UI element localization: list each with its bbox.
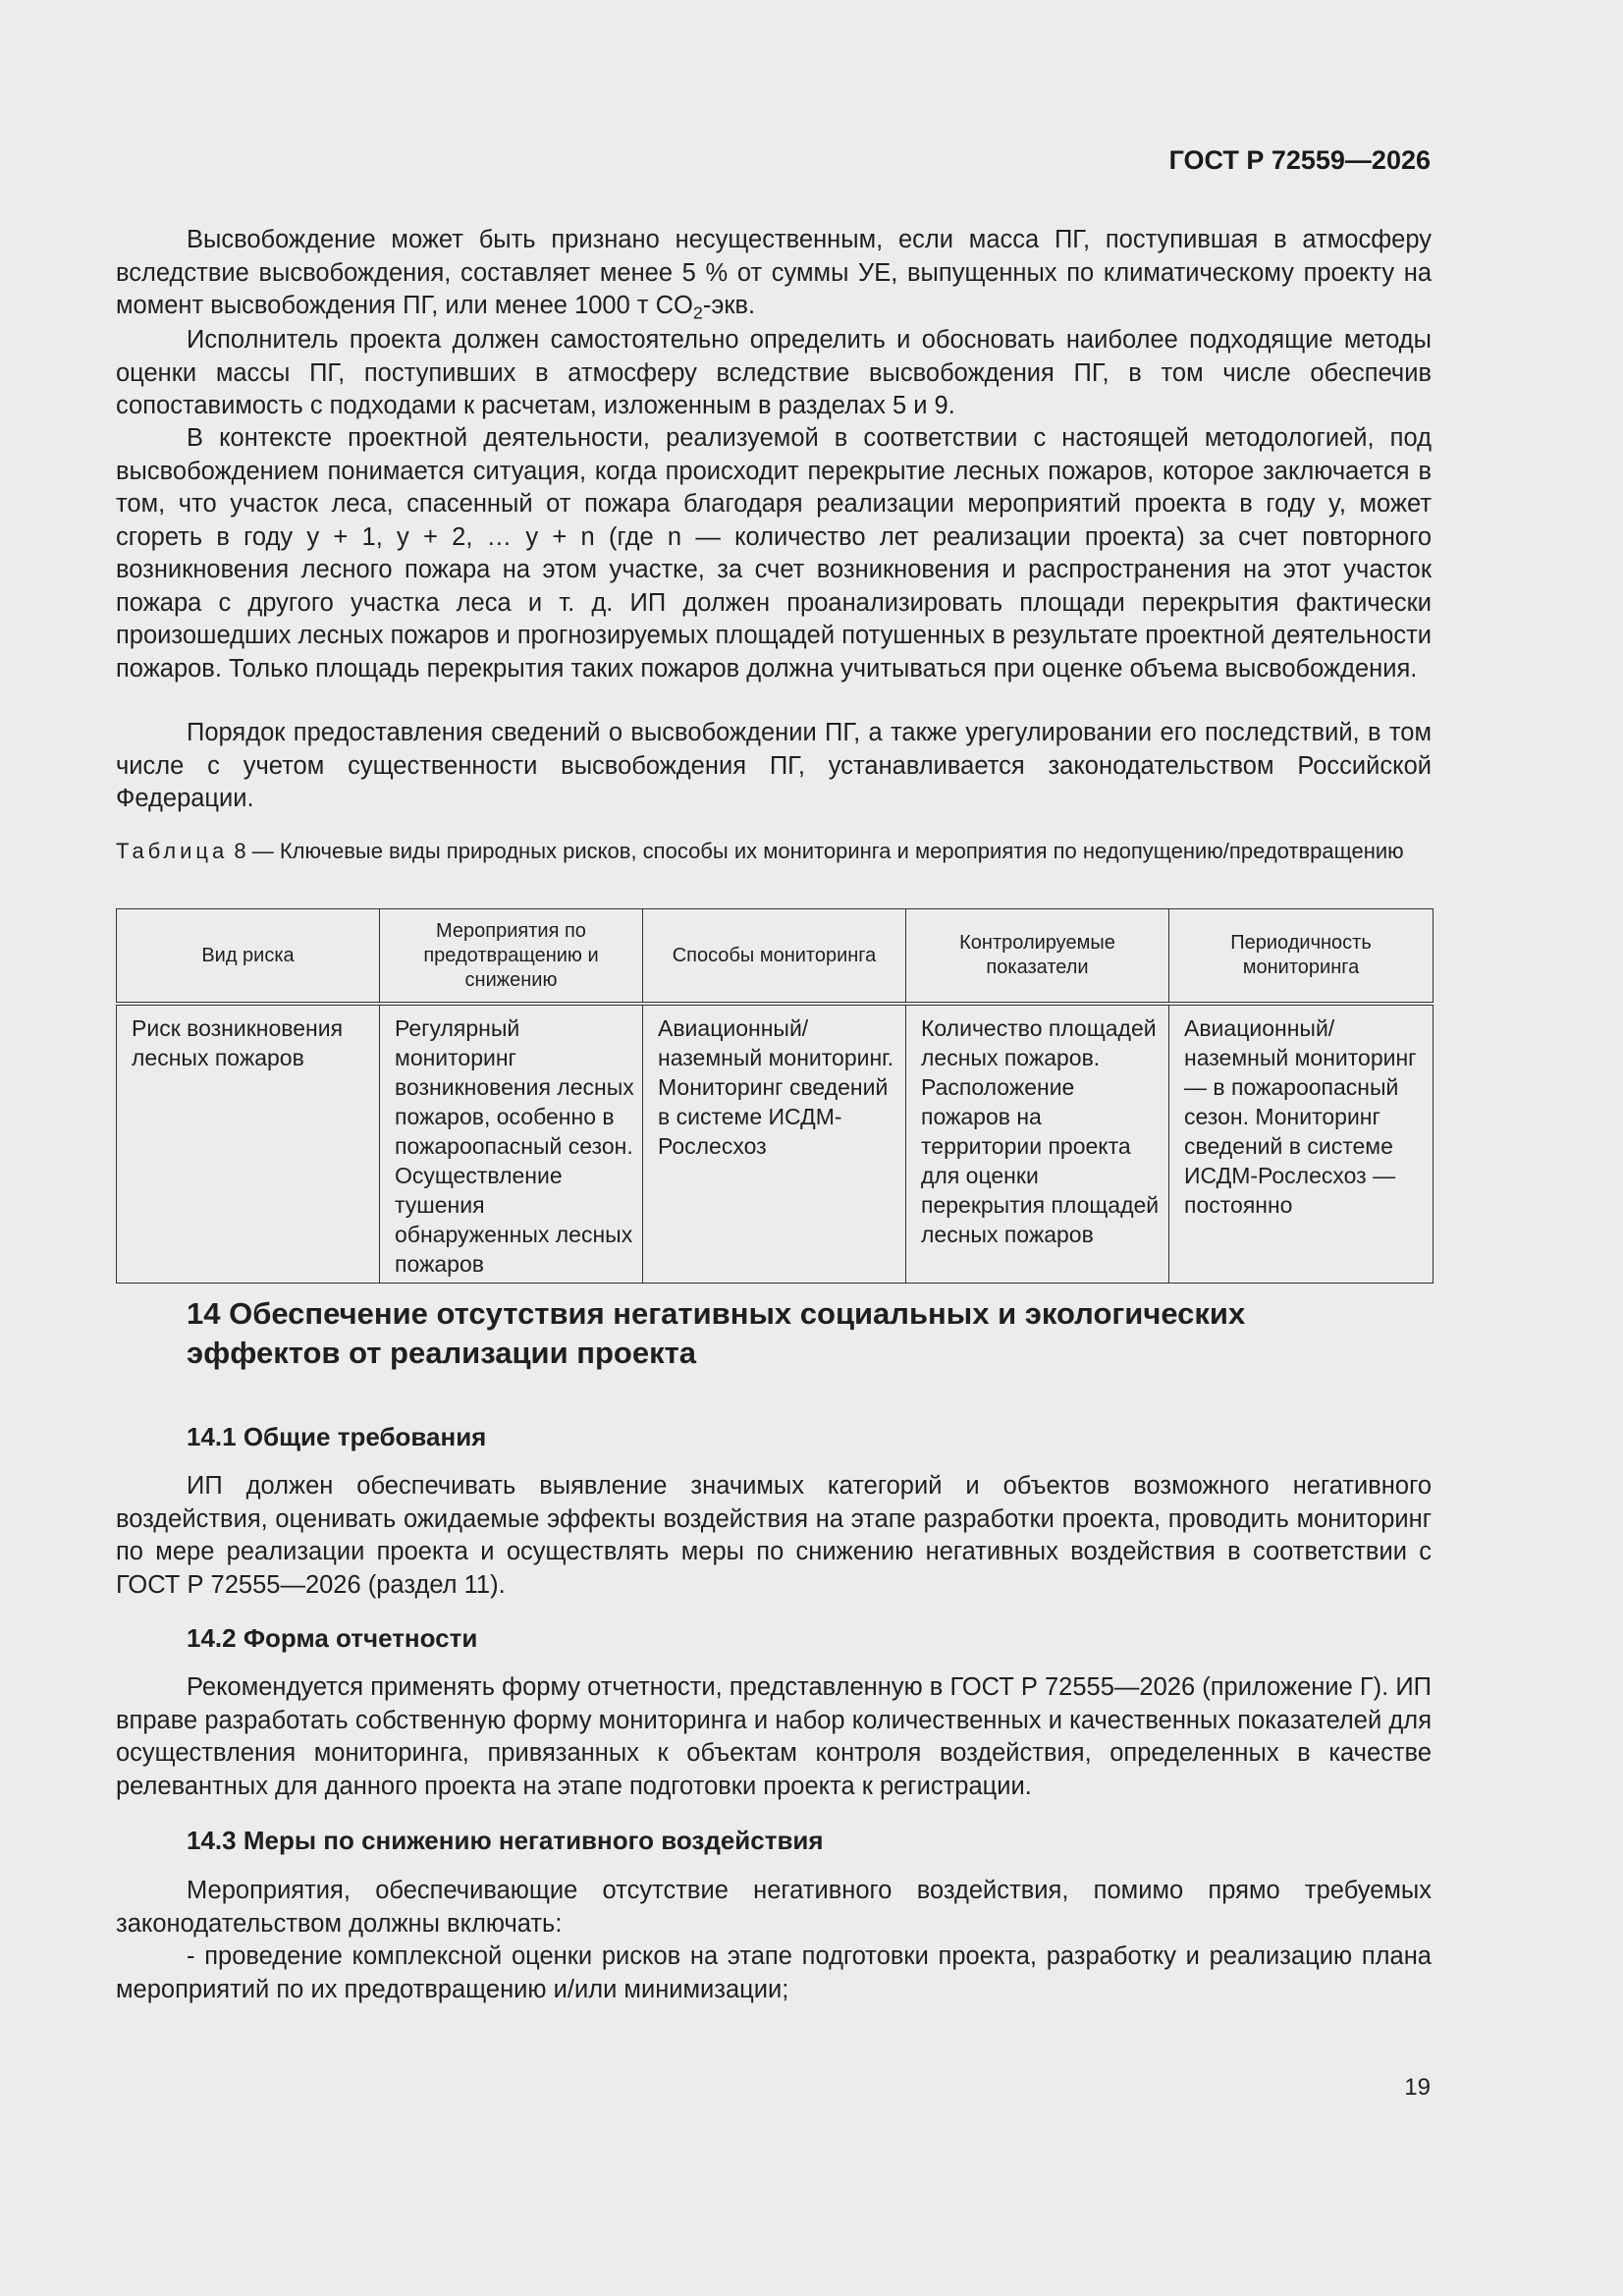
paragraph-reporting-order: Порядок предоставления сведений о высвобождении ПГ, а также урегулировании его последствий, в том числе с учетом существенности высвобождения ПГ, устанавливается законодательством Российской Федерации. bbox=[116, 719, 1432, 812]
table-cell: Авиационный/наземный мониторинг — в пожароопасный сезон. Мониторинг сведений в системе ИСДМ-Рослесхоз — постоянно bbox=[1169, 1004, 1434, 1284]
table-cell: Количество площадей лесных пожаров. Расположение пожаров на территории проекта для оценки перекрытия площадей лесных пожаров bbox=[906, 1004, 1169, 1284]
paragraph-methods: Исполнитель проекта должен самостоятельно определить и обосновать наиболее подходящие методы оценки массы ПГ, поступивших в атмосферу вследствие высвобождения ПГ, в том числе обеспечив сопоставимость с подходами к расчетам, изложенным в разделах 5 и 9. bbox=[116, 326, 1432, 419]
table-cell: Регулярный мониторинг возникновения лесных пожаров, особенно в пожароопасный сезон. Осуществление тушения обнаруженных лесных пожаров bbox=[380, 1004, 643, 1284]
paragraph-release-insignificant bbox=[116, 224, 1432, 323]
list-item: - проведение комплексной оценки рисков на этапе подготовки проекта, разработку и реализацию плана мероприятий по их предотвращению и/или минимизации; bbox=[116, 1942, 1432, 2003]
table-header-cell: Способы мониторинга bbox=[643, 909, 906, 1005]
paragraph-release-definition: В контексте проектной деятельности, реализуемой в соответствии с настоящей методологией, под высвобождением понимается ситуация, когда происходит перекрытие лесных пожаров, которое заключается в том, что участок леса, спасенный от пожара благодаря реализации мероприятий проекта в году y, может сгореть в году y + 1, y + 2, … y + n (где n — количество лет реализации проекта) за счет повторного возникновения лесного пожара на этом участке, за счет возникновения и распространения на этот участок пожара с другого участка леса и т. д. ИП должен проанализировать площади перекрытия фактически произошедших лесных пожаров и прогнозируемых площадей потушенных в результате проектной деятельности пожаров. Только площадь перекрытия таких пожаров должна учитываться при оценке объема высвобождения. bbox=[116, 424, 1432, 683]
page-number: 19 bbox=[1404, 2074, 1431, 2101]
table-header-cell: Мероприятия по предотвращению и снижению bbox=[380, 909, 643, 1005]
subsection-heading: 14.2 Форма отчетности bbox=[187, 1623, 478, 1653]
subsection-heading: 14.1 Общие требования bbox=[187, 1422, 487, 1451]
table-caption bbox=[116, 837, 1432, 865]
table-row bbox=[117, 1004, 1434, 1284]
table-header-row bbox=[117, 909, 1434, 1005]
table-caption-label: Таблица bbox=[116, 839, 229, 863]
paragraph-mitigation-measures: Мероприятия, обеспечивающие отсутствие негативного воздействия, помимо прямо требуемых законодательством должны включать: - проведение комплексной оценки рисков на этапе подготовки проекта, разработку и реализацию плана мероприятий по их предотвращению и/или минимизации; bbox=[116, 1875, 1432, 2006]
table-header-cell: Периодичность мониторинга bbox=[1169, 909, 1434, 1005]
subscript: 2 bbox=[692, 302, 703, 323]
table-cell: Риск возникновения лесных пожаров bbox=[117, 1004, 380, 1284]
subsection-heading: 14.3 Меры по снижению негативного воздействия bbox=[187, 1826, 824, 1855]
paragraph-general-requirements: ИП должен обеспечивать выявление значимых категорий и объектов возможного негативного воздействия, оценивать ожидаемые эффекты воздействия на этапе разработки проекта, проводить мониторинг по мере реализации проекта и осуществлять меры по снижению негативных воздействия в соответствии с ГОСТ Р 72555—2026 (раздел 11). bbox=[116, 1472, 1432, 1599]
paragraph-text: Высвобождение может быть признано несущественным, если масса ПГ, поступившая в атмосферу вследствие высвобождения, составляет менее 5 % от суммы УЕ, выпущенных по климатическому проекту на момент высвобождения ПГ, или менее 1000 т CO bbox=[116, 226, 1432, 319]
section-heading: 14 Обеспечение отсутствия негативных социальных и экологических эффектов от реализации проекта bbox=[187, 1296, 1246, 1370]
paragraph-reporting-form: Рекомендуется применять форму отчетности, представленную в ГОСТ Р 72555—2026 (приложение Г). ИП вправе разработать собственную форму мониторинга и набор количественных и качественных показателей для осуществления мониторинга, привязанных к объектам контроля воздействия, определенных в качестве релевантных для данного проекта на этапе подготовки проекта к регистрации. bbox=[116, 1673, 1432, 1800]
document-code: ГОСТ Р 72559—2026 bbox=[1168, 145, 1431, 175]
table-header-cell: Контролируемые показатели bbox=[906, 909, 1169, 1005]
table-cell: Авиационный/наземный мониторинг. Мониторинг сведений в системе ИСДМ-Рослесхоз bbox=[643, 1004, 906, 1284]
table-caption-text: 8 — Ключевые виды природных рисков, способы их мониторинга и мероприятия по недопущению/предотвращению bbox=[228, 839, 1404, 863]
risk-table bbox=[116, 908, 1434, 1284]
table-header-cell: Вид риска bbox=[117, 909, 380, 1005]
paragraph-text-end: -экв. bbox=[702, 292, 756, 319]
